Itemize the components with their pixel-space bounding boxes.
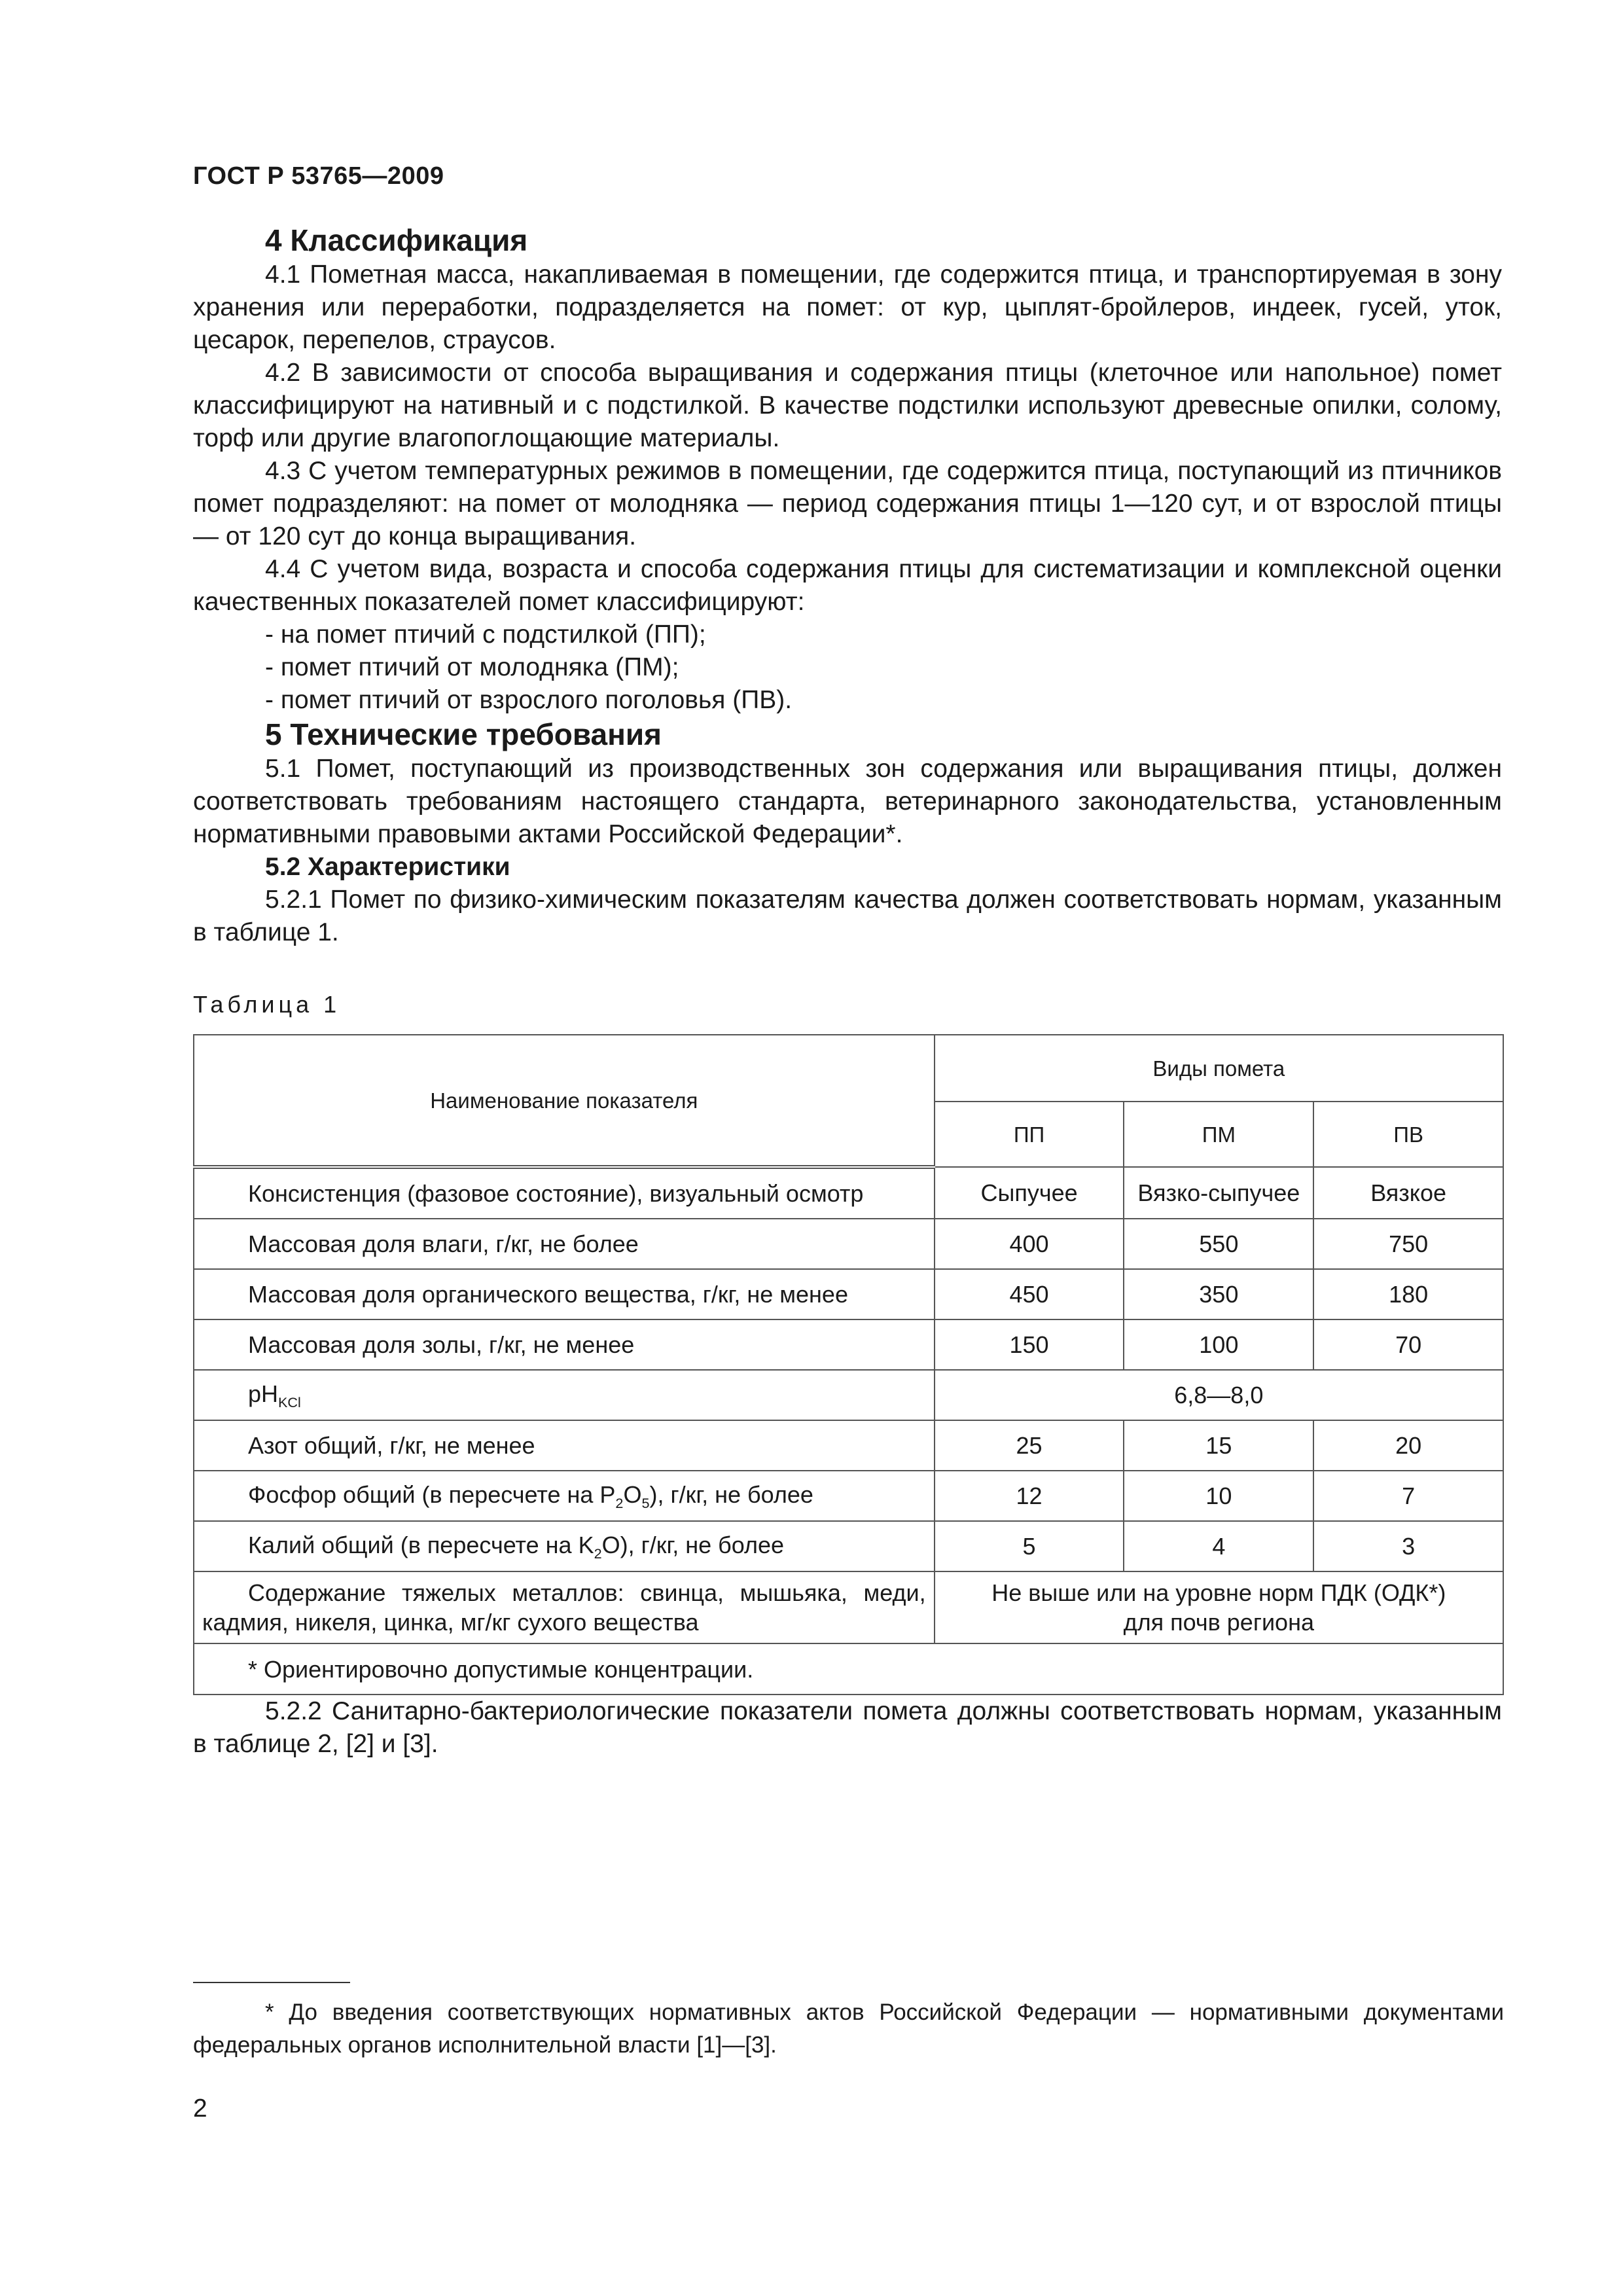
cell-pm: 15	[1124, 1420, 1313, 1471]
cell-ph-value: 6,8—8,0	[935, 1370, 1503, 1420]
text-part: ), г/кг, не более	[649, 1480, 813, 1508]
text-part: Калий общий (в пересчете на K	[248, 1531, 594, 1558]
cell-name: Массовая доля влаги, г/кг, не более	[194, 1219, 935, 1269]
table-row	[194, 1167, 1503, 1219]
cell-pv: Вязкое	[1313, 1167, 1503, 1219]
cell-pm: 350	[1124, 1269, 1313, 1319]
cell-pp: 5	[935, 1521, 1124, 1571]
cell-pv: 20	[1313, 1420, 1503, 1471]
page-number: 2	[193, 2094, 207, 2123]
table-row	[194, 1219, 1503, 1269]
cell-pv: 3	[1313, 1521, 1503, 1571]
cell-pp: 450	[935, 1269, 1124, 1319]
ph-subscript: KCl	[278, 1393, 301, 1410]
subheading-5-2: 5.2 Характеристики	[265, 853, 510, 882]
subscript: 5	[641, 1494, 650, 1511]
list-item: - помет птичий от взрослого поголовья (ПВ).	[265, 686, 793, 715]
cell-pm: 550	[1124, 1219, 1313, 1269]
paragraph-5-2-1: 5.2.1 Помет по физико-химическим показателям качества должен соответствовать нормам, указанным в таблице 1.	[193, 886, 1502, 947]
list-item: - помет птичий от молодняка (ПМ);	[265, 653, 679, 682]
cell-heavy-metals-value	[935, 1571, 1503, 1643]
cell-text-line: Не выше или на уровне норм ПДК (ОДК*)	[991, 1579, 1446, 1607]
cell-pm: Вязко-сыпучее	[1124, 1167, 1313, 1219]
cell-text-line: Содержание тяжелых металлов: свинца, мышьяка, меди,	[248, 1579, 926, 1607]
cell-name-heavy-metals	[194, 1571, 935, 1643]
footnote-divider	[193, 1982, 350, 1983]
header-pm: ПМ	[1124, 1102, 1313, 1167]
cell-pp: 12	[935, 1471, 1124, 1521]
text-part: Фосфор общий (в пересчете на P	[248, 1480, 616, 1508]
subscript: 2	[615, 1494, 624, 1511]
table-note: * Ориентировочно допустимые концентрации.	[194, 1643, 1503, 1695]
cell-name: Массовая доля органического вещества, г/кг, не менее	[194, 1269, 935, 1319]
cell-pm: 4	[1124, 1521, 1313, 1571]
cell-pm: 100	[1124, 1319, 1313, 1370]
table-1	[193, 1034, 1504, 1695]
header-indicator-name: Наименование показателя	[194, 1035, 935, 1167]
cell-name-potassium	[194, 1521, 935, 1571]
paragraph-5-2-2: 5.2.2 Санитарно-бактериологические показатели помета должны соответствовать нормам, указанным в таблице 2, [2] и [3].	[193, 1697, 1502, 1759]
table-row-potassium	[194, 1521, 1503, 1571]
paragraph-5-1: 5.1 Помет, поступающий из производственных зон содержания или выращивания птицы, должен соответствовать требованиям настоящего стандарта, ветеринарного законодательства, установленным нормативными правовыми актами Российской Федерации*.	[193, 755, 1502, 849]
table-row	[194, 1269, 1503, 1319]
ph-label: pH	[248, 1380, 279, 1407]
cell-name: Массовая доля золы, г/кг, не менее	[194, 1319, 935, 1370]
cell-pv: 7	[1313, 1471, 1503, 1521]
table-header-row	[194, 1035, 1503, 1102]
cell-pp: 150	[935, 1319, 1124, 1370]
paragraph-4-2: 4.2 В зависимости от способа выращивания и содержания птицы (клеточное или напольное) помет классифицируют на нативный и с подстилкой. В качестве подстилки используют древесные опилки, солому, торф или другие влагопоглощающие материалы.	[193, 359, 1502, 453]
table-note-row	[194, 1643, 1503, 1695]
table-row	[194, 1420, 1503, 1471]
cell-name-ph	[194, 1370, 935, 1420]
subscript: 2	[594, 1545, 602, 1562]
cell-name: Консистенция (фазовое состояние), визуальный осмотр	[194, 1167, 935, 1219]
header-pv: ПВ	[1313, 1102, 1503, 1167]
table-row-phosphorus	[194, 1471, 1503, 1521]
table-row	[194, 1319, 1503, 1370]
section-5-title: 5 Технические требования	[265, 717, 662, 752]
table-row-heavy-metals	[194, 1571, 1503, 1643]
section-4-title: 4 Классификация	[265, 223, 528, 257]
paragraph-4-4: 4.4 С учетом вида, возраста и способа содержания птицы для систематизации и комплексной оценки качественных показателей помет классифицируют:	[193, 555, 1502, 617]
table-caption: Таблица 1	[193, 991, 341, 1018]
footnote: * До введения соответствующих нормативных актов Российской Федерации — нормативными документами федеральных органов исполнительной власти [1]—[3].	[193, 2000, 1504, 2058]
cell-name-phosphorus	[194, 1471, 935, 1521]
text-part: O	[623, 1480, 642, 1508]
text-part: O), г/кг, не более	[601, 1531, 785, 1558]
table-row-ph	[194, 1370, 1503, 1420]
cell-name: Азот общий, г/кг, не менее	[194, 1420, 935, 1471]
paragraph-4-1: 4.1 Пометная масса, накапливаемая в помещении, где содержится птица, и транспортируемая в зону хранения или переработки, подразделяется на помет: от кур, цыплят-бройлеров, индеек, гусей, уток, цесарок, перепелов, страусов.	[193, 260, 1502, 355]
header-litter-types: Виды помета	[935, 1035, 1503, 1102]
cell-pp: 25	[935, 1420, 1124, 1471]
paragraph-4-3: 4.3 С учетом температурных режимов в помещении, где содержится птица, поступающий из птичников помет подразделяют: на помет от молодняка — период содержания птицы 1—120 сут, и от взрослой птицы — от 120 сут до конца выращивания.	[193, 457, 1502, 551]
header-pp: ПП	[935, 1102, 1124, 1167]
cell-text-line: для почв региона	[1123, 1609, 1314, 1636]
cell-text-line: кадмия, никеля, цинка, мг/кг сухого вещества	[202, 1609, 699, 1636]
cell-pv: 180	[1313, 1269, 1503, 1319]
list-item: - на помет птичий с подстилкой (ПП);	[265, 620, 706, 649]
document-body	[193, 223, 1502, 1761]
document-code: ГОСТ Р 53765—2009	[193, 162, 444, 190]
cell-pv: 70	[1313, 1319, 1503, 1370]
cell-pp: Сыпучее	[935, 1167, 1124, 1219]
cell-pm: 10	[1124, 1471, 1313, 1521]
cell-pv: 750	[1313, 1219, 1503, 1269]
cell-pp: 400	[935, 1219, 1124, 1269]
